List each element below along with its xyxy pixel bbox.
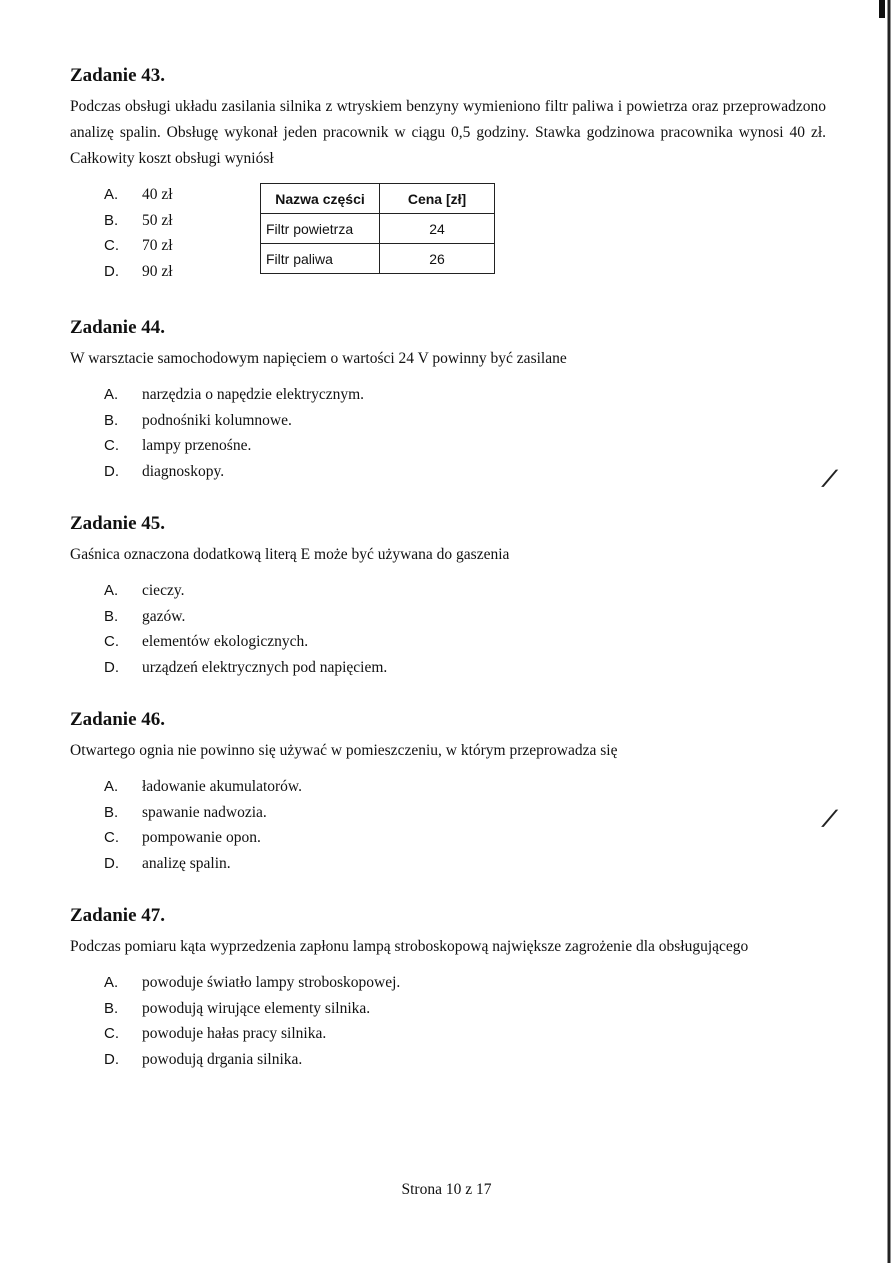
option-letter: B. — [104, 211, 119, 229]
table-cell-name: Filtr paliwa — [261, 244, 380, 274]
option-text: urządzeń elektrycznych pod napięciem. — [142, 658, 388, 676]
answer-options — [70, 578, 826, 680]
option-c[interactable] — [104, 1021, 826, 1047]
option-d[interactable] — [104, 459, 826, 485]
option-d[interactable] — [104, 1047, 826, 1073]
option-letter: B. — [104, 999, 119, 1017]
option-c[interactable] — [104, 825, 826, 851]
option-b[interactable] — [104, 800, 826, 826]
task-question: W warsztacie samochodowym napięciem o wartości 24 V powinny być zasilane — [70, 350, 567, 367]
option-text: lampy przenośne. — [142, 437, 252, 454]
scan-mark-icon: ⟋ — [822, 806, 838, 831]
option-text: powoduje światło lampy stroboskopowej. — [142, 974, 401, 991]
option-letter: C. — [104, 1025, 119, 1042]
option-letter: D. — [104, 262, 119, 280]
task-title: Zadanie 46. — [70, 709, 166, 730]
answer-options — [70, 774, 826, 876]
option-letter: A. — [104, 186, 119, 203]
option-text: podnośniki kolumnowe. — [142, 411, 292, 429]
task-title: Zadanie 43. — [70, 65, 166, 86]
task-46 — [70, 708, 826, 876]
page-edge-mark — [879, 0, 885, 18]
option-text: gazów. — [142, 607, 186, 625]
option-text: spawanie nadwozia. — [142, 803, 267, 821]
task-44 — [70, 316, 826, 484]
answer-options — [70, 382, 826, 484]
option-text: diagnoskopy. — [142, 462, 225, 480]
scan-mark-icon: ⟋ — [822, 466, 838, 491]
option-c[interactable] — [104, 433, 826, 459]
task-question: Podczas pomiaru kąta wyprzedzenia zapłonu lampą stroboskopową największe zagrożenie dla obsługującego — [70, 938, 749, 955]
table-row — [261, 214, 495, 244]
table-cell-price: 24 — [380, 214, 495, 244]
price-table — [260, 183, 495, 274]
option-text: analizę spalin. — [142, 854, 231, 872]
table-header-name: Nazwa części — [261, 184, 380, 214]
option-letter: D. — [104, 854, 119, 872]
table-cell-name: Filtr powietrza — [261, 214, 380, 244]
option-letter: A. — [104, 582, 119, 599]
option-text: powodują drgania silnika. — [142, 1050, 303, 1068]
answer-options — [70, 970, 826, 1072]
option-letter: D. — [104, 462, 119, 480]
task-question: Gaśnica oznaczona dodatkową literą E może być używana do gaszenia — [70, 546, 510, 563]
option-text: 40 zł — [142, 186, 173, 203]
option-text: powoduje hałas pracy silnika. — [142, 1025, 327, 1042]
option-text: ładowanie akumulatorów. — [142, 778, 302, 795]
table-header-price: Cena [zł] — [380, 184, 495, 214]
option-text: pompowanie opon. — [142, 829, 261, 846]
task-question: Podczas obsługi układu zasilania silnika z wtryskiem benzyny wymieniono filtr paliwa i powietrza oraz przeprowadzono analizę spalin. Obsługę wykonał jeden pracownik w ciągu 0,5 godziny. Stawka godzinowa pracownika wynosi 40 zł. Całkowity koszt obsługi wyniósł — [70, 98, 826, 167]
option-b[interactable] — [104, 996, 826, 1022]
option-text: 50 zł — [142, 211, 173, 229]
option-a[interactable] — [104, 578, 826, 604]
table-cell-price: 26 — [380, 244, 495, 274]
task-title: Zadanie 45. — [70, 513, 166, 534]
option-text: elementów ekologicznych. — [142, 633, 309, 650]
option-letter: C. — [104, 829, 119, 846]
option-b[interactable] — [104, 408, 826, 434]
option-text: 90 zł — [142, 262, 173, 280]
task-45 — [70, 512, 826, 680]
option-text: narzędzia o napędzie elektrycznym. — [142, 386, 365, 403]
option-text: 70 zł — [142, 237, 173, 254]
option-letter: B. — [104, 607, 119, 625]
option-letter: C. — [104, 437, 119, 454]
option-a[interactable] — [104, 970, 826, 996]
page-edge — [883, 0, 893, 1263]
option-a[interactable] — [104, 382, 826, 408]
option-letter: A. — [104, 386, 119, 403]
page-number: Strona 10 z 17 — [401, 1181, 492, 1198]
option-letter: D. — [104, 658, 119, 676]
option-letter: C. — [104, 633, 119, 650]
option-d[interactable] — [104, 851, 826, 877]
option-letter: B. — [104, 411, 119, 429]
option-letter: A. — [104, 778, 119, 795]
option-a[interactable] — [104, 774, 826, 800]
option-letter: D. — [104, 1050, 119, 1068]
task-question: Otwartego ognia nie powinno się używać w pomieszczeniu, w którym przeprowadza się — [70, 742, 618, 759]
table-header-row — [261, 184, 495, 214]
option-text: cieczy. — [142, 582, 185, 599]
option-text: powodują wirujące elementy silnika. — [142, 999, 371, 1017]
option-letter: A. — [104, 974, 119, 991]
option-letter: C. — [104, 237, 119, 254]
task-title: Zadanie 44. — [70, 317, 166, 338]
task-title: Zadanie 47. — [70, 905, 166, 926]
task-47 — [70, 904, 826, 1072]
table-row — [261, 244, 495, 274]
option-d[interactable] — [104, 655, 826, 681]
option-letter: B. — [104, 803, 119, 821]
option-b[interactable] — [104, 604, 826, 630]
option-c[interactable] — [104, 629, 826, 655]
